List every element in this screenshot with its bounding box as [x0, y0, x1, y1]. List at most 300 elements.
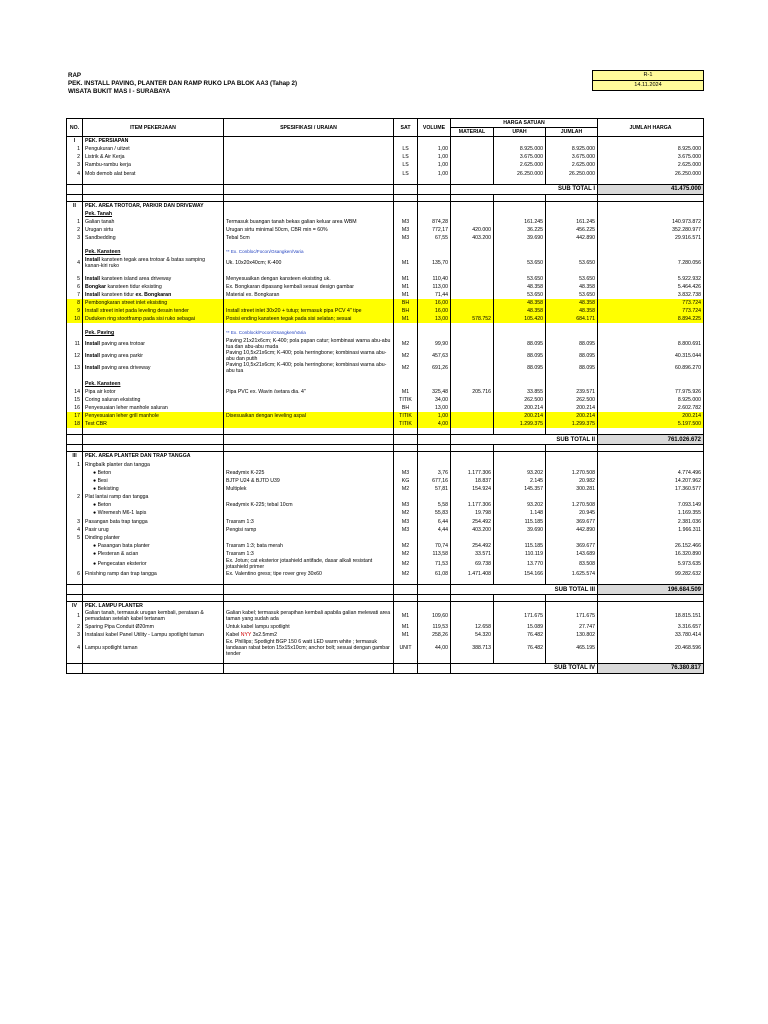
- item-volume: 119,53: [418, 622, 451, 630]
- empty-cell: [418, 201, 451, 210]
- empty-cell: [451, 201, 494, 210]
- subtotal-label: SUB TOTAL I: [451, 184, 598, 194]
- item-upah: 76.482: [494, 639, 546, 657]
- item-total: 16.320.890: [598, 550, 704, 558]
- empty-cell: [546, 445, 598, 452]
- item-unit: BH: [394, 404, 418, 412]
- item-upah: 93.202: [494, 501, 546, 509]
- row-number: 18: [67, 420, 83, 428]
- row-number: [67, 558, 83, 570]
- item-unit: TITIK: [394, 412, 418, 420]
- item-total: 200.214: [598, 412, 704, 420]
- empty-cell: [67, 248, 83, 256]
- empty-cell: [394, 248, 418, 256]
- item-text: Ringbalk planter dan tangga: [85, 461, 150, 468]
- empty-cell: [494, 445, 546, 452]
- col-material: MATERIAL: [451, 128, 494, 137]
- item-jumlah: 2.625.000: [546, 161, 598, 169]
- item-name: [83, 461, 224, 469]
- item-material: 1.471.408: [451, 570, 494, 578]
- section-title: PEK. AREA TROTOAR, PARKIR DAN DRIVEWAY: [83, 201, 224, 210]
- item-name: [83, 338, 224, 350]
- item-spec: Readymix K-225: [224, 469, 394, 477]
- item-spec: Install street inlet 30x20 + tutup; termasuk pipa PCV 4" tipe: [224, 307, 394, 315]
- item-jumlah: 161.245: [546, 218, 598, 226]
- item-spec: Untuk kabel lampu spotlight: [224, 622, 394, 630]
- item-upah: 154.166: [494, 570, 546, 578]
- empty-cell: [224, 452, 394, 461]
- table-row: [67, 534, 704, 542]
- item-unit: M3: [394, 226, 418, 234]
- item-text: kansteen island area driveway: [100, 275, 172, 282]
- item-material: [451, 493, 494, 501]
- empty-cell: [546, 194, 598, 201]
- item-total: 773.724: [598, 299, 704, 307]
- item-text: Listrik & Air Kerja: [85, 154, 125, 161]
- empty-cell: [598, 210, 704, 218]
- item-jumlah: 27.747: [546, 622, 598, 630]
- item-text: Galian tanah, termasuk urugan kembali, perataan & pemadatan setelah kabel tertanam: [85, 610, 204, 623]
- empty-cell: [546, 595, 598, 602]
- item-name: [83, 388, 224, 396]
- col-volume: VOLUME: [418, 119, 451, 137]
- item-unit: M1: [394, 622, 418, 630]
- item-unit: M3: [394, 234, 418, 242]
- item-volume: 16,00: [418, 299, 451, 307]
- table-row: [67, 388, 704, 396]
- item-material: [451, 534, 494, 542]
- empty-cell: [546, 380, 598, 388]
- section-number: III: [67, 452, 83, 461]
- item-text: Plat lantai ramp dan tangga: [85, 494, 149, 501]
- item-text: ● Bekisting: [93, 486, 119, 492]
- item-upah: 36.225: [494, 226, 546, 234]
- row-number: [67, 485, 83, 493]
- subgroup-title: Pek. Kansteen: [83, 248, 224, 256]
- item-total: [598, 461, 704, 469]
- subtotal-amount: 196.684.509: [598, 585, 704, 595]
- item-upah: 88.095: [494, 338, 546, 350]
- empty-cell: [67, 210, 83, 218]
- item-spec: Paving 10,5x21x6cm; K-400; pola herringbone; kombinasi warna abu-abu dan putih: [224, 350, 394, 362]
- empty-cell: [598, 602, 704, 611]
- table-row: [67, 542, 704, 550]
- item-name: [83, 161, 224, 169]
- empty-cell: [83, 445, 224, 452]
- item-upah: 1.299.375: [494, 420, 546, 428]
- item-name: [83, 315, 224, 323]
- item-unit: M1: [394, 388, 418, 396]
- empty-cell: [494, 137, 546, 146]
- item-upah: 88.095: [494, 350, 546, 362]
- item-material: [451, 145, 494, 153]
- item-unit: M1: [394, 275, 418, 283]
- table-row: [67, 362, 704, 374]
- item-material: [451, 299, 494, 307]
- subtotal-label: SUB TOTAL IV: [451, 663, 598, 673]
- table-row: [67, 315, 704, 323]
- document-header: [68, 72, 297, 96]
- subtotal-row: [67, 184, 704, 194]
- item-unit: [394, 461, 418, 469]
- empty-cell: [451, 329, 494, 337]
- spec-highlight: NYY: [240, 631, 252, 638]
- item-volume: 325,48: [418, 388, 451, 396]
- document-code-box: [592, 70, 704, 91]
- table-row: [67, 338, 704, 350]
- subgroup-row: [67, 210, 704, 218]
- item-text: Mob demob alat berat: [85, 170, 136, 177]
- item-name: [83, 412, 224, 420]
- item-text: kansteen tegak area trotoar & batas samping kanan-kiri ruko: [85, 256, 205, 269]
- subgroup-note: ** Ex. Conblock/Focon/Gsangken/Varia: [224, 329, 394, 337]
- item-spec: Paving 10,5x21x6cm; K-400; pola herringbone; kombinasi warna abu-abu tua: [224, 362, 394, 374]
- item-name: [83, 542, 224, 550]
- header-location: WISATA BUKIT MAS I - SURABAYA: [68, 88, 171, 95]
- empty-cell: [394, 184, 418, 194]
- table-row: [67, 153, 704, 161]
- item-text: Sparing Pipa Conduit Ø20mm: [85, 623, 154, 630]
- item-name: [83, 639, 224, 657]
- row-number: 4: [67, 170, 83, 178]
- item-verb: Install: [85, 340, 100, 347]
- item-name: [83, 477, 224, 485]
- item-spec: Ex. Valentino gress; tipe rover grey 30x60: [224, 570, 394, 578]
- document-date: 14.11.2024: [593, 80, 703, 90]
- item-total: 5.973.635: [598, 558, 704, 570]
- item-material: [451, 161, 494, 169]
- item-upah: 39.690: [494, 234, 546, 242]
- empty-cell: [67, 329, 83, 337]
- item-text: ● Besi: [93, 477, 108, 484]
- item-volume: 1,00: [418, 145, 451, 153]
- empty-cell: [224, 201, 394, 210]
- item-verb: Install: [85, 275, 100, 282]
- item-material: [451, 291, 494, 299]
- item-text: Rambu-rambu kerja: [85, 162, 131, 169]
- item-material: 420.000: [451, 226, 494, 234]
- item-jumlah: 442.890: [546, 526, 598, 534]
- item-material: [451, 218, 494, 226]
- empty-cell: [418, 585, 451, 595]
- item-text: kansteen tidur: [100, 291, 136, 298]
- table-row: [67, 291, 704, 299]
- section-number: I: [67, 137, 83, 146]
- item-volume: 135,70: [418, 257, 451, 269]
- empty-cell: [67, 595, 83, 602]
- item-spec: [224, 161, 394, 169]
- table-row: [67, 283, 704, 291]
- item-name: [83, 558, 224, 570]
- empty-cell: [394, 595, 418, 602]
- item-total: 14.207.962: [598, 477, 704, 485]
- item-unit: M1: [394, 283, 418, 291]
- empty-cell: [224, 595, 394, 602]
- item-name: [83, 218, 224, 226]
- item-upah: 200.214: [494, 412, 546, 420]
- empty-cell: [67, 585, 83, 595]
- item-text: Pengukuran / uitzet: [85, 146, 130, 153]
- empty-cell: [224, 184, 394, 194]
- item-name: [83, 153, 224, 161]
- empty-cell: [418, 435, 451, 445]
- item-unit: LS: [394, 153, 418, 161]
- empty-cell: [418, 595, 451, 602]
- item-spec: Trasram 1:3: [224, 550, 394, 558]
- item-unit: M2: [394, 485, 418, 493]
- col-harga-satuan: HARGA SATUAN: [451, 119, 598, 128]
- table-row: [67, 461, 704, 469]
- item-volume: 99,90: [418, 338, 451, 350]
- empty-cell: [418, 184, 451, 194]
- item-spec: [224, 153, 394, 161]
- item-volume: 34,00: [418, 396, 451, 404]
- item-unit: KG: [394, 477, 418, 485]
- item-volume: 57,81: [418, 485, 451, 493]
- item-total: 3.675.000: [598, 153, 704, 161]
- item-name: [83, 170, 224, 178]
- item-jumlah: 20.982: [546, 477, 598, 485]
- item-text: ● Pasangan bata planter: [93, 542, 150, 549]
- col-jumlah: JUMLAH: [546, 128, 598, 137]
- item-total: 3.316.657: [598, 622, 704, 630]
- empty-cell: [546, 201, 598, 210]
- table-row: [67, 396, 704, 404]
- item-text: ● Wiremesh M6-1 lapis: [93, 510, 147, 517]
- table-row: [67, 299, 704, 307]
- item-upah: 2.145: [494, 477, 546, 485]
- item-volume: 258,26: [418, 631, 451, 639]
- item-unit: M1: [394, 610, 418, 622]
- empty-cell: [83, 194, 224, 201]
- item-name: [83, 493, 224, 501]
- item-volume: 109,60: [418, 610, 451, 622]
- row-number: 14: [67, 388, 83, 396]
- item-material: 403.200: [451, 234, 494, 242]
- item-material: 403.200: [451, 526, 494, 534]
- item-material: 54.320: [451, 631, 494, 639]
- item-spec: [224, 631, 394, 639]
- item-jumlah: 465.195: [546, 639, 598, 657]
- empty-cell: [224, 602, 394, 611]
- table-body: [67, 137, 704, 674]
- item-material: 1.177.306: [451, 469, 494, 477]
- spacer-row: [67, 445, 704, 452]
- item-spec: [224, 534, 394, 542]
- empty-cell: [598, 137, 704, 146]
- item-material: 12.658: [451, 622, 494, 630]
- item-spec: Ex. Phillips; Spotlight BGP 150 6 watt LED warm white ; termasuk landasan rabat beton 15x15x10cm; anchor bolt; sesuai dengan gambar tender: [224, 639, 394, 657]
- table-row: [67, 226, 704, 234]
- header-project: PEK. INSTALL PAVING, PLANTER DAN RAMP RUKO LPA BLOK AA3 (Tahap 2): [68, 80, 298, 87]
- item-text: ● Beton: [93, 469, 112, 476]
- item-upah: 110.119: [494, 550, 546, 558]
- empty-cell: [494, 452, 546, 461]
- empty-cell: [67, 380, 83, 388]
- item-name: [83, 257, 224, 269]
- item-spec: [224, 420, 394, 428]
- table-row: [67, 493, 704, 501]
- item-unit: UNIT: [394, 639, 418, 657]
- item-spec: [224, 145, 394, 153]
- item-jumlah: 83.508: [546, 558, 598, 570]
- row-number: 3: [67, 161, 83, 169]
- item-text: Finishing ramp dan trap tangga: [85, 571, 157, 578]
- item-jumlah: 262.500: [546, 396, 598, 404]
- item-upah: [494, 493, 546, 501]
- item-total: 8.925.000: [598, 396, 704, 404]
- empty-cell: [494, 210, 546, 218]
- item-unit: M3: [394, 518, 418, 526]
- empty-cell: [451, 445, 494, 452]
- item-total: 1.966.311: [598, 526, 704, 534]
- item-jumlah: 1.299.375: [546, 420, 598, 428]
- row-number: 13: [67, 362, 83, 374]
- section-row: [67, 452, 704, 461]
- empty-cell: [418, 445, 451, 452]
- row-number: 1: [67, 145, 83, 153]
- item-unit: M2: [394, 350, 418, 362]
- table-row: [67, 518, 704, 526]
- item-material: 33.571: [451, 550, 494, 558]
- subtotal-row: [67, 585, 704, 595]
- row-number: 9: [67, 307, 83, 315]
- subtotal-row: [67, 663, 704, 673]
- item-volume: 61,08: [418, 570, 451, 578]
- item-spec: [224, 509, 394, 517]
- row-number: 1: [67, 610, 83, 622]
- table-row: [67, 161, 704, 169]
- col-jumlah-harga: JUMLAH HARGA: [598, 119, 704, 137]
- item-jumlah: 171.675: [546, 610, 598, 622]
- item-upah: 200.214: [494, 404, 546, 412]
- empty-cell: [418, 452, 451, 461]
- table-row: [67, 257, 704, 269]
- item-volume: 110,40: [418, 275, 451, 283]
- col-no: NO.: [67, 119, 83, 137]
- item-unit: TITIK: [394, 420, 418, 428]
- item-total: 77.975.926: [598, 388, 704, 396]
- empty-cell: [494, 329, 546, 337]
- item-upah: 145.357: [494, 485, 546, 493]
- item-text: paving area parkir: [100, 352, 143, 359]
- empty-cell: [418, 137, 451, 146]
- item-material: 154.924: [451, 485, 494, 493]
- item-total: 99.282.632: [598, 570, 704, 578]
- item-volume: 55,83: [418, 509, 451, 517]
- item-name: [83, 275, 224, 283]
- row-number: [67, 550, 83, 558]
- item-verb: Install: [85, 352, 100, 359]
- empty-cell: [451, 602, 494, 611]
- table-row: [67, 275, 704, 283]
- empty-cell: [394, 137, 418, 146]
- item-jumlah: 369.677: [546, 542, 598, 550]
- item-material: [451, 610, 494, 622]
- item-jumlah: 8.925.000: [546, 145, 598, 153]
- item-material: 1.177.306: [451, 501, 494, 509]
- item-volume: [418, 461, 451, 469]
- empty-cell: [394, 210, 418, 218]
- empty-cell: [546, 137, 598, 146]
- empty-cell: [418, 194, 451, 201]
- item-spec: Galian kabel; termasuk perapihan kembali apabila galian melewati area taman yang sudah ada: [224, 610, 394, 622]
- item-upah: 161.245: [494, 218, 546, 226]
- item-jumlah: 300.281: [546, 485, 598, 493]
- item-spec: Pengisi ramp: [224, 526, 394, 534]
- item-text: paving area driveway: [100, 364, 151, 371]
- empty-cell: [394, 452, 418, 461]
- empty-cell: [546, 452, 598, 461]
- item-name: [83, 518, 224, 526]
- table-row: [67, 350, 704, 362]
- item-text: Pasangan bata trap tangga: [85, 518, 148, 525]
- item-unit: LS: [394, 170, 418, 178]
- item-spec: Multiplek: [224, 485, 394, 493]
- empty-cell: [418, 380, 451, 388]
- item-volume: 13,00: [418, 404, 451, 412]
- empty-cell: [418, 602, 451, 611]
- item-spec: [224, 170, 394, 178]
- item-spec: Readymix K-225; tebal 10cm: [224, 501, 394, 509]
- item-jumlah: [546, 461, 598, 469]
- item-text: Galian tanah: [85, 219, 115, 226]
- row-number: 1: [67, 218, 83, 226]
- item-total: 26.250.000: [598, 170, 704, 178]
- empty-cell: [451, 452, 494, 461]
- item-total: 29.916.571: [598, 234, 704, 242]
- item-name: [83, 291, 224, 299]
- item-volume: 67,55: [418, 234, 451, 242]
- item-jumlah: 20.945: [546, 509, 598, 517]
- section-row: [67, 201, 704, 210]
- item-text: Duduken ring stootframp pada sisi ruko sebagai: [85, 316, 195, 323]
- table-row: [67, 218, 704, 226]
- table-row: [67, 469, 704, 477]
- item-text: Sandbedding: [85, 235, 116, 242]
- empty-cell: [83, 595, 224, 602]
- item-total: 2.602.782: [598, 404, 704, 412]
- item-total: 60.896.270: [598, 362, 704, 374]
- item-volume: 5,58: [418, 501, 451, 509]
- empty-cell: [598, 329, 704, 337]
- item-spec: [224, 404, 394, 412]
- table-row: [67, 477, 704, 485]
- empty-cell: [67, 663, 83, 673]
- subgroup-note: [224, 380, 394, 388]
- empty-cell: [451, 137, 494, 146]
- item-unit: BH: [394, 299, 418, 307]
- item-total: 5.197.500: [598, 420, 704, 428]
- item-unit: M2: [394, 558, 418, 570]
- item-name: [83, 226, 224, 234]
- item-unit: [394, 534, 418, 542]
- row-number: 17: [67, 412, 83, 420]
- item-unit: M2: [394, 338, 418, 350]
- subtotal-label: SUB TOTAL III: [451, 585, 598, 595]
- item-volume: 4,44: [418, 526, 451, 534]
- header-title: RAP: [68, 72, 82, 79]
- subgroup-title: Pek. Paving: [83, 329, 224, 337]
- subtotal-amount: 41.475.000: [598, 184, 704, 194]
- item-upah: 26.250.000: [494, 170, 546, 178]
- item-material: [451, 307, 494, 315]
- item-volume: 874,28: [418, 218, 451, 226]
- item-material: 205.716: [451, 388, 494, 396]
- empty-cell: [546, 329, 598, 337]
- item-spec: Ex. Bongkaran dipasang kembali sesuai design gambar: [224, 283, 394, 291]
- item-volume: [418, 493, 451, 501]
